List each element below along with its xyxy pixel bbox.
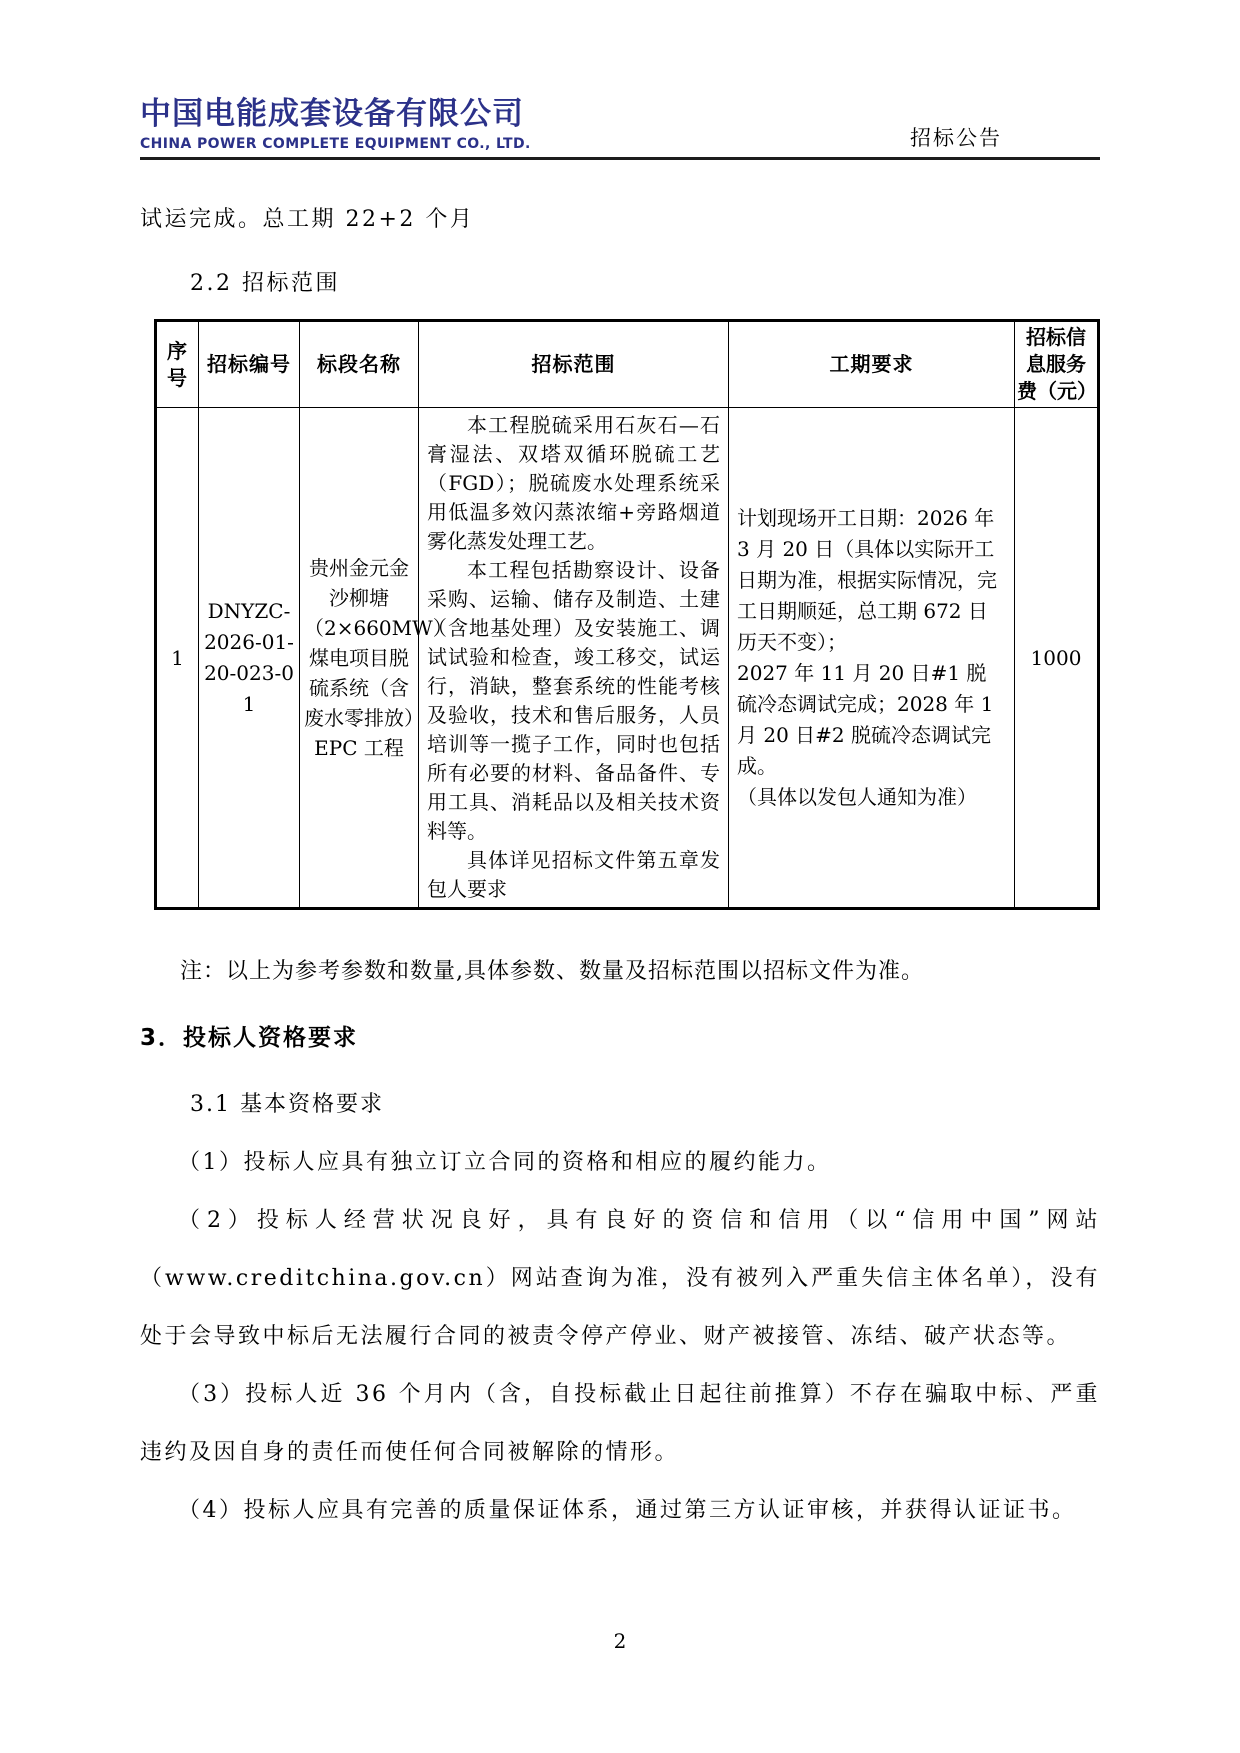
table-row	[156, 408, 1099, 909]
page-number: 2	[613, 1629, 627, 1653]
company-name-cn: 中国电能成套设备有限公司	[140, 96, 524, 132]
scope-paragraph-2: 本工程包括勘察设计、设备采购、运输、储存及制造、土建（含地基处理）及安装施工、调试试验和检查，竣工移交，试运行，消缺，整套系统的性能考核及验收，技术和售后服务，人员培训等一揽子工作，同时也包括所有必要的材料、备品备件、专用工具、消耗品以及相关技术资料等。	[427, 558, 720, 843]
page-header	[140, 96, 1100, 160]
section-3-heading: 3．投标人资格要求	[140, 1025, 359, 1051]
bid-scope-table	[154, 319, 1100, 910]
cell-section-name: 贵州金元金沙柳塘（2×660MW）煤电项目脱硫系统（含废水零排放）EPC 工程	[300, 408, 419, 909]
intro-paragraph: 试运完成。总工期 22+2 个月	[140, 207, 475, 232]
col-header-section-name: 标段名称	[300, 321, 419, 408]
section-2-2-heading: 2.2 招标范围	[190, 271, 340, 296]
table-header-row	[156, 321, 1099, 408]
schedule-paragraph-1: 计划现场开工日期：2026 年 3 月 20 日（具体以实际开工日期为准，根据实际情况，完工日期顺延，总工期 672 日历天不变）；	[737, 505, 997, 654]
col-header-seq: 序号	[156, 321, 199, 408]
col-header-scope: 招标范围	[419, 321, 729, 408]
table-note: 注：以上为参考参数和数量,具体参数、数量及招标范围以招标文件为准。	[180, 959, 924, 984]
scope-paragraph-3: 具体详见招标文件第五章发包人要求	[427, 848, 720, 901]
cell-fee: 1000	[1015, 408, 1099, 909]
qualification-item-2: （2）投标人经营状况良好，具有良好的资信和信用（以“信用中国”网站（www.creditchina.gov.cn）网站查询为准，没有被列入严重失信主体名单），没有处于会导致中标后无法履行合同的被责令停产停业、财产被接管、冻结、破产状态等。	[140, 1208, 1100, 1349]
company-logo	[140, 96, 531, 154]
scope-paragraph-1: 本工程脱硫采用石灰石—石膏湿法、双塔双循环脱硫工艺（FGD）；脱硫废水处理系统采用低温多效闪蒸浓缩+旁路烟道雾化蒸发处理工艺。	[427, 413, 720, 553]
section-3-1-heading: 3.1 基本资格要求	[190, 1092, 384, 1117]
cell-schedule	[729, 408, 1015, 909]
cell-bid-no: DNYZC-2026-01-20-023-01	[199, 408, 300, 909]
schedule-paragraph-2: 2027 年 11 月 20 日#1 脱硫冷态调试完成；2028 年 1 月 20 日#2 脱硫冷态调试完成。	[737, 660, 994, 778]
col-header-schedule: 工期要求	[729, 321, 1015, 408]
cell-seq: 1	[156, 408, 199, 909]
schedule-paragraph-3: （具体以发包人通知为准）	[737, 784, 977, 809]
col-header-fee: 招标信息服务费（元）	[1015, 321, 1099, 408]
qualification-requirements	[140, 1076, 1100, 1540]
document-type-label: 招标公告	[910, 126, 1002, 150]
qualification-item-4: （4）投标人应具有完善的质量保证体系，通过第三方认证审核，并获得认证证书。	[178, 1498, 1077, 1523]
company-name-en: CHINA POWER COMPLETE EQUIPMENT CO., LTD.	[140, 136, 531, 152]
qualification-item-1: （1）投标人应具有独立订立合同的资格和相应的履约能力。	[178, 1150, 832, 1175]
qualification-item-3: （3）投标人近 36 个月内（含，自投标截止日起往前推算）不存在骗取中标、严重违约及因自身的责任而使任何合同被解除的情形。	[140, 1382, 1100, 1465]
cell-scope	[419, 408, 729, 909]
col-header-bid-no: 招标编号	[199, 321, 300, 408]
